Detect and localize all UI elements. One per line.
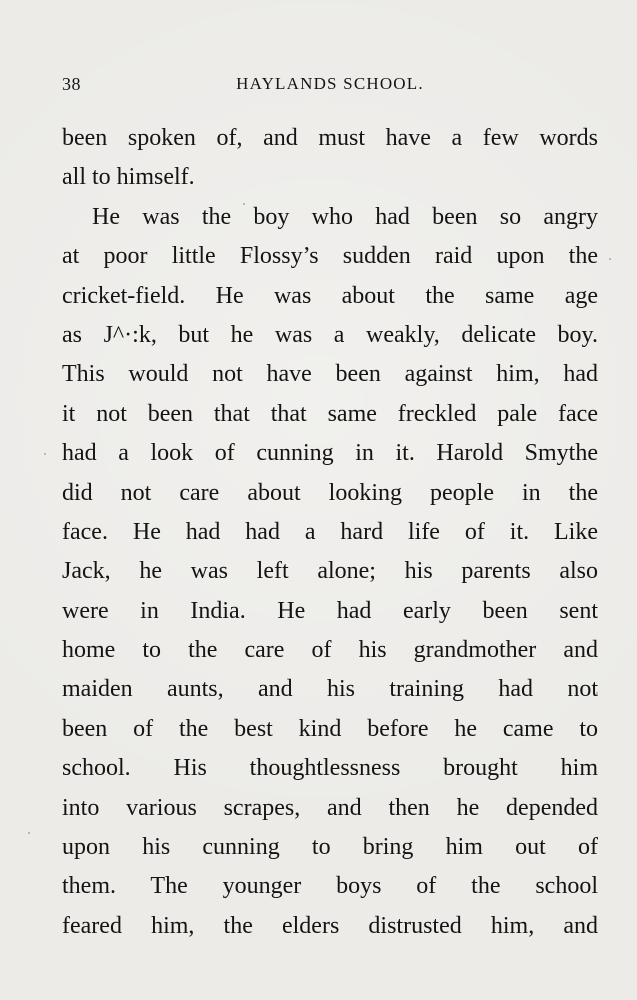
text-line: He was the boy who had been so angry: [92, 203, 598, 230]
text-line: Jack, he was left alone; his parents also: [62, 558, 598, 585]
text-line: at poor little Flossy’s sudden raid upon the: [62, 243, 598, 270]
print-speck: [243, 203, 245, 205]
print-speck: [44, 453, 46, 455]
text-line: home to the care of his grandmother and: [62, 637, 598, 664]
text-line: were in India. He had early been sent: [62, 597, 598, 624]
text-line: cricket-field. He was about the same age: [62, 282, 598, 309]
print-speck: [609, 258, 611, 260]
page-header: [62, 74, 598, 98]
running-head: HAYLANDS SCHOOL.: [236, 74, 424, 93]
text-line: them. The younger boys of the school: [62, 873, 598, 900]
text-line: maiden aunts, and his training had not: [62, 676, 598, 703]
print-speck: [28, 832, 30, 834]
text-line: it not been that that same freckled pale face: [62, 400, 598, 427]
text-line: been of the best kind before he came to: [62, 715, 598, 742]
body-text: [62, 119, 598, 946]
print-speck: [596, 692, 598, 694]
text-line: school. His thoughtlessness brought him: [62, 755, 598, 782]
text-line: upon his cunning to bring him out of: [62, 834, 598, 861]
text-line: did not care about looking people in the: [62, 479, 598, 506]
page-number: 38: [62, 74, 81, 94]
text-line: face. He had had a hard life of it. Like: [62, 518, 598, 545]
text-line: had a look of cunning in it. Harold Smythe: [62, 440, 598, 467]
text-line: feared him, the elders distrusted him, and: [62, 912, 598, 939]
text-line: into various scrapes, and then he depended: [62, 794, 598, 821]
text-line: all to himself.: [62, 164, 195, 191]
text-line: This would not have been against him, had: [62, 361, 598, 388]
text-line: been spoken of, and must have a few words: [62, 125, 598, 151]
text-line: as J^·:k, but he was a weakly, delicate boy.: [62, 321, 598, 348]
